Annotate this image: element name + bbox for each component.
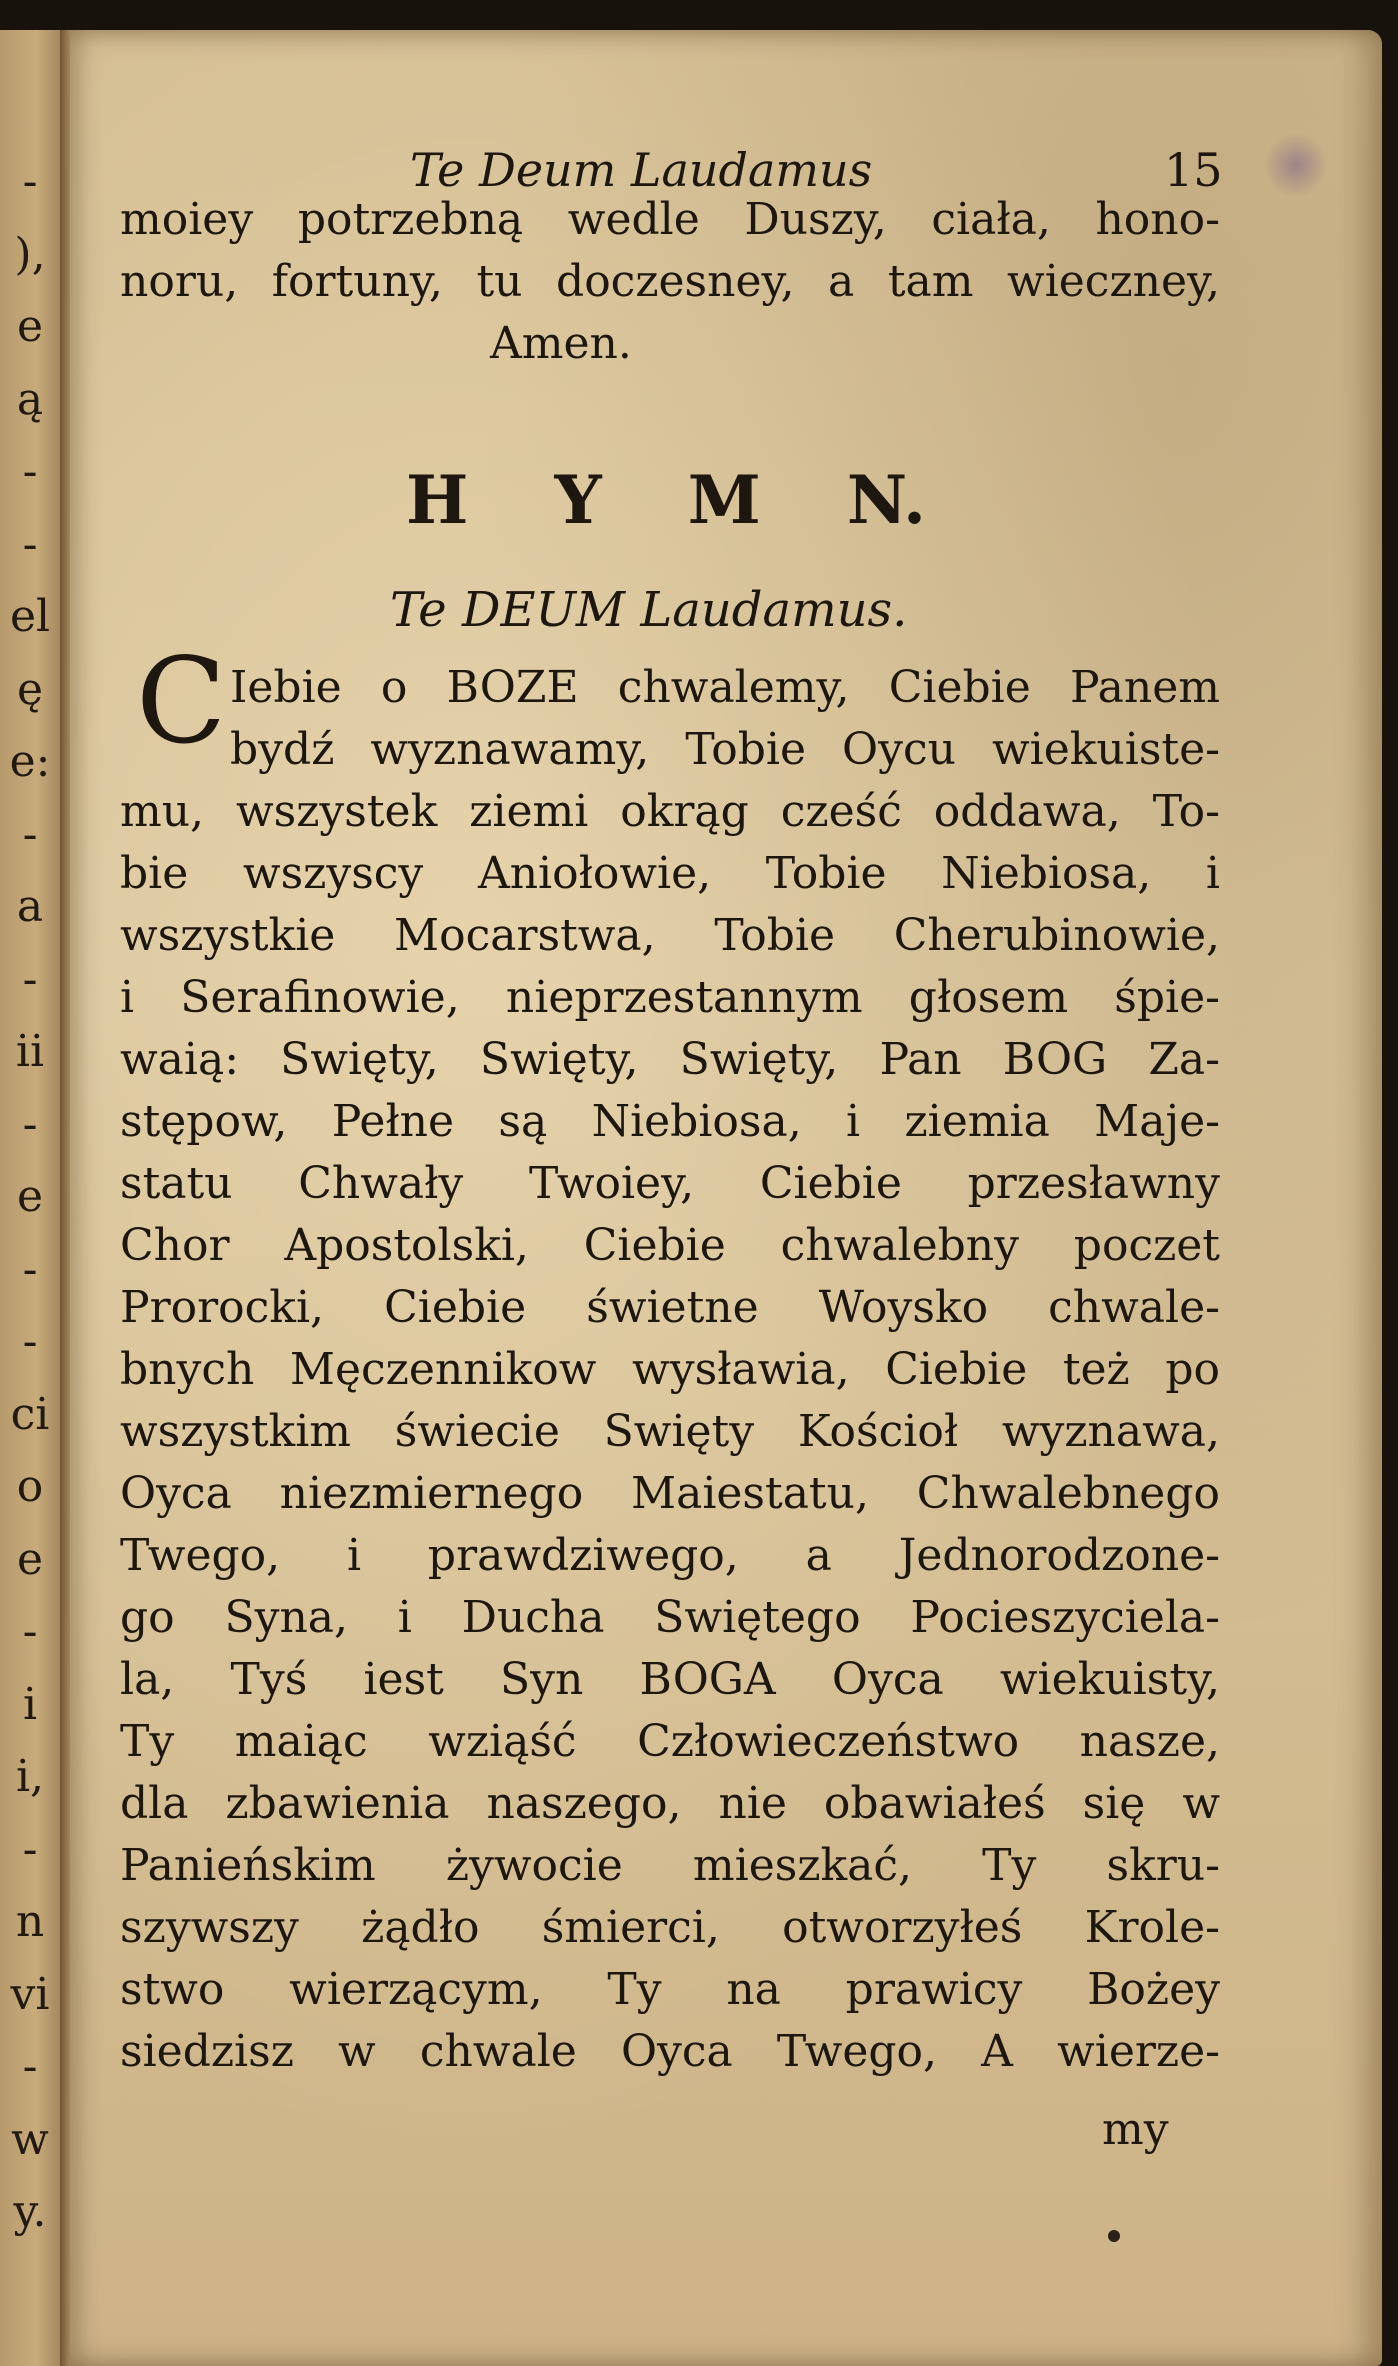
facing-page-char: - <box>22 2041 38 2092</box>
body-line: szywszy żądło śmierci, otworzyłeś Krole- <box>120 1902 1220 1953</box>
body-line: Prorocki, Ciebie świetne Woysko chwale- <box>120 1282 1220 1333</box>
body-line: wszystkie Mocarstwa, Tobie Cherubinowie, <box>120 910 1220 961</box>
body-line: dla zbawienia naszego, nie obawiałeś się w <box>120 1778 1220 1829</box>
body-line: bnych Męczennikow wysławia, Ciebie też po <box>120 1344 1220 1395</box>
page-number: 15 <box>1164 143 1223 197</box>
facing-page-char: - <box>22 1098 38 1150</box>
body-line: Oyca niezmiernego Maiestatu, Chwalebnego <box>120 1468 1220 1519</box>
body-line: la, Tyś iest Syn BOGA Oyca wiekuisty, <box>120 1654 1220 1705</box>
body-line: siedzisz w chwale Oyca Twego, A wierze- <box>120 2026 1220 2077</box>
body-line: Iebie o BOZE chwalemy, Ciebie Panem <box>230 662 1220 713</box>
paper-speck <box>1108 2230 1120 2242</box>
facing-page-edge <box>0 30 66 2366</box>
body-line: i Serafinowie, nieprzestannym głosem śpie- <box>120 972 1220 1023</box>
body-line: bie wszyscy Aniołowie, Tobie Niebiosa, i <box>120 848 1220 899</box>
hymn-title: Te DEUM Laudamus. <box>390 582 908 638</box>
facing-page-char: ę <box>16 663 44 715</box>
facing-page-char: n <box>15 1896 45 1947</box>
facing-page-char: i, <box>15 1751 45 1802</box>
facing-page-char: - <box>22 1823 38 1875</box>
body-line: Ty maiąc wziąść Człowieczeństwo nasze, <box>120 1716 1220 1767</box>
book-page <box>70 30 1382 2366</box>
body-line: Twego, i prawdziwego, a Jednorodzone- <box>120 1530 1220 1581</box>
body-line: Panieńskim żywocie mieszkać, Ty skru- <box>120 1840 1220 1891</box>
body-line: stwo wierzącym, Ty na prawicy Bożey <box>120 1964 1220 2015</box>
facing-page-char: - <box>22 1606 38 1657</box>
body-line: bydź wyznawamy, Tobie Oycu wiekuiste- <box>230 724 1220 775</box>
intro-line: Amen. <box>490 318 632 369</box>
facing-page-char: a <box>16 881 44 932</box>
catchword: my <box>1102 2104 1169 2155</box>
facing-page-char: ), <box>14 228 46 280</box>
facing-page-char: o <box>16 1461 44 1512</box>
body-line: wszystkim świecie Swięty Kościoł wyznawa, <box>120 1406 1220 1457</box>
facing-page-char: - <box>22 156 38 207</box>
facing-page-char: e <box>16 1533 44 1585</box>
ink-stain <box>1266 130 1326 200</box>
facing-page-char: - <box>22 1316 38 1367</box>
facing-page-char: e: <box>9 736 51 787</box>
intro-line: noru, fortuny, tu doczesney, a tam wieczney, <box>120 256 1220 307</box>
running-head: Te Deum Laudamus <box>410 143 873 197</box>
hymn-heading: H Y M N. <box>406 461 926 539</box>
facing-page-char: ii <box>15 1026 45 1077</box>
facing-page-char: e <box>16 1171 44 1222</box>
facing-page-char: i <box>22 1678 38 1730</box>
facing-page-char: w <box>11 2113 49 2165</box>
facing-page-char: ci <box>10 1388 50 1440</box>
intro-line: moiey potrzebną wedle Duszy, ciała, hono- <box>120 194 1220 245</box>
facing-page-char: - <box>22 1243 38 1295</box>
drop-cap: C <box>136 632 227 770</box>
facing-page-char: - <box>22 518 38 570</box>
body-line: stępow, Pełne są Niebiosa, i ziemia Maje- <box>120 1096 1220 1147</box>
body-line: Chor Apostolski, Ciebie chwalebny poczet <box>120 1220 1220 1271</box>
facing-page-char: - <box>22 953 38 1005</box>
body-line: go Syna, i Ducha Swiętego Pocieszyciela- <box>120 1592 1220 1643</box>
facing-page-char: el <box>9 591 51 642</box>
body-line: statu Chwały Twoiey, Ciebie przesławny <box>120 1158 1220 1209</box>
facing-page-char: ą <box>16 373 44 425</box>
facing-page-char: e <box>16 301 44 352</box>
facing-page-char: - <box>22 446 38 497</box>
body-line: mu, wszystek ziemi okrąg cześć oddawa, To- <box>120 786 1220 837</box>
body-line: waią: Swięty, Swięty, Swięty, Pan BOG Za- <box>120 1034 1220 1085</box>
facing-page-char: y. <box>13 2186 47 2237</box>
facing-page-char: - <box>22 808 38 860</box>
facing-page-char: vi <box>10 1968 50 2020</box>
